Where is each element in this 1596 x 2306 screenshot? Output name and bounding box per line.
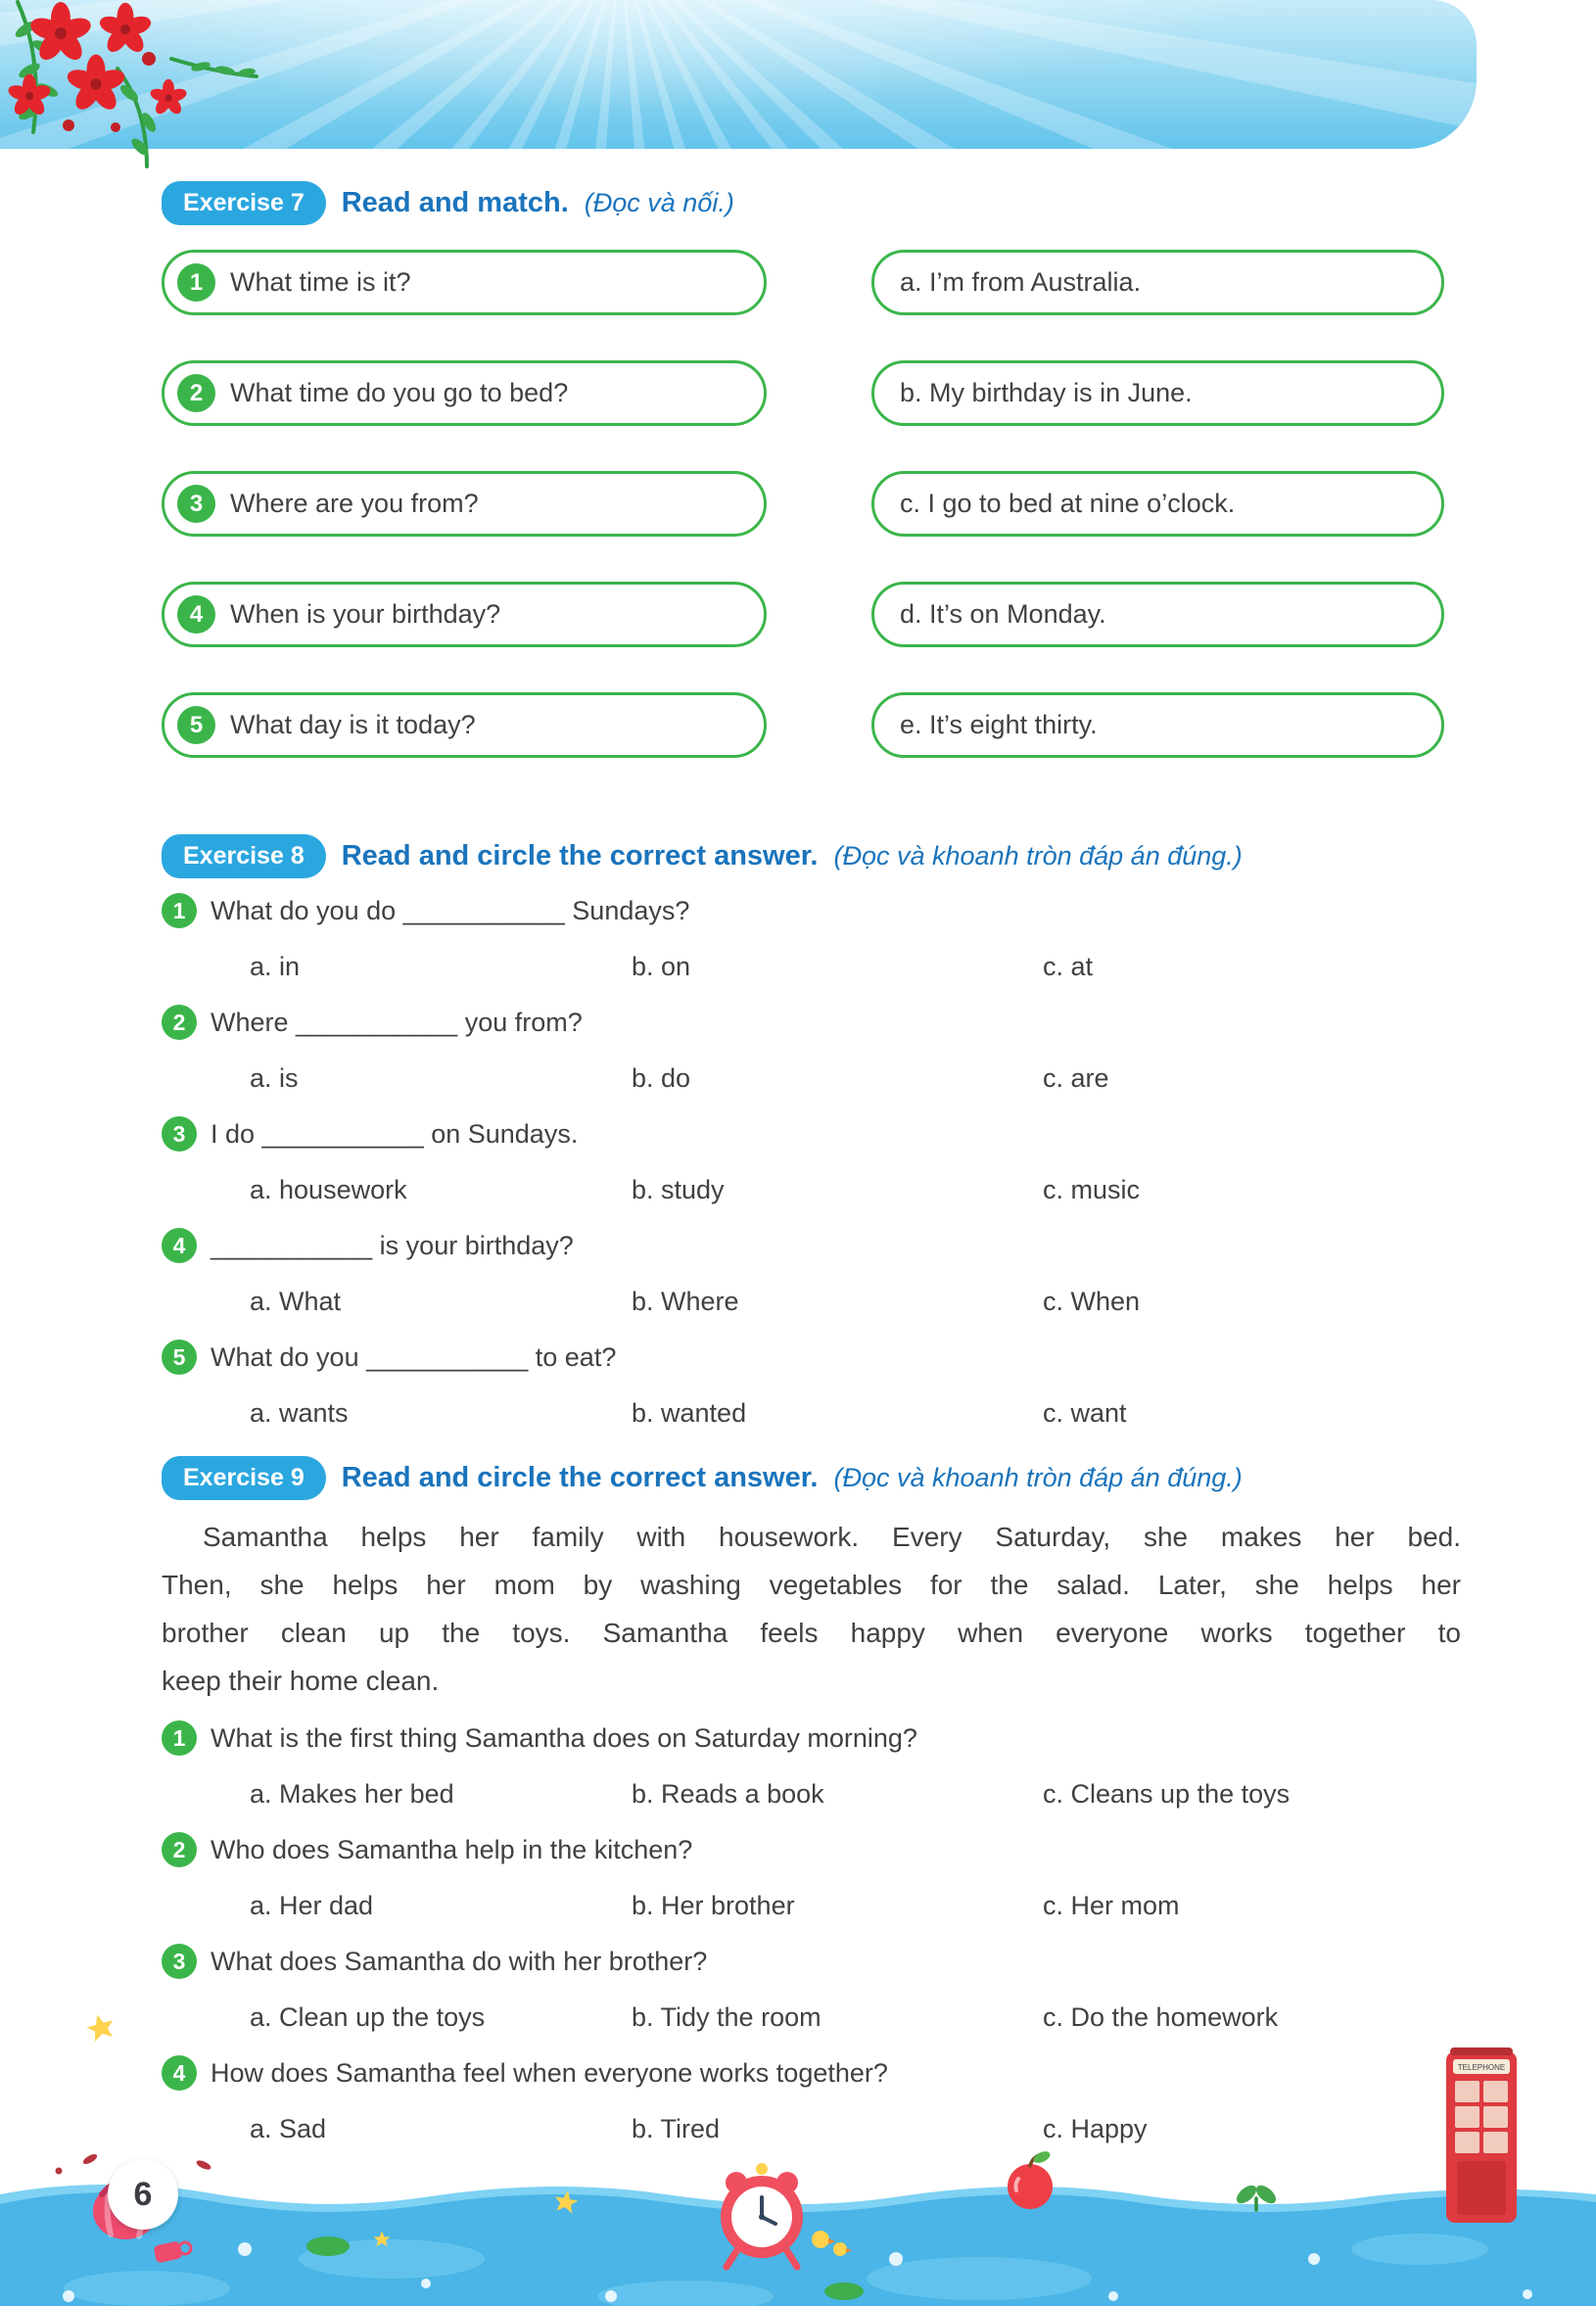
option-b: b. Her brother bbox=[632, 1890, 795, 1920]
match-answer-text: d. It’s on Monday. bbox=[900, 599, 1106, 629]
question-number: 1 bbox=[162, 893, 197, 928]
question-number: 2 bbox=[162, 1832, 197, 1867]
flower-decoration bbox=[0, 0, 264, 181]
match-answer-d bbox=[871, 582, 1444, 647]
option-b: b. Where bbox=[632, 1286, 739, 1316]
ex8-question-4 bbox=[162, 1226, 1461, 1321]
option-c: c. music bbox=[1043, 1174, 1141, 1204]
passage-line: brother clean up the toys. Samantha feels happy when everyone works together to bbox=[162, 1618, 1461, 1648]
option-b: b. Reads a book bbox=[632, 1778, 824, 1809]
question-text: I do ___________ on Sundays. bbox=[211, 1118, 579, 1149]
match-answer-text: b. My birthday is in June. bbox=[900, 378, 1193, 407]
match-question-1 bbox=[162, 250, 767, 315]
question-number: 4 bbox=[162, 1228, 197, 1263]
option-a: a. Clean up the toys bbox=[250, 2001, 486, 2032]
question-text: How does Samantha feel when everyone works together? bbox=[211, 2057, 888, 2088]
phone-booth-icon bbox=[1446, 2047, 1517, 2223]
exercise-9-subtitle: (Đọc và khoanh tròn đáp án đúng.) bbox=[833, 1462, 1243, 1492]
exercise-8-title: Read and circle the correct answer. bbox=[341, 839, 819, 871]
exercise-7-section bbox=[162, 181, 1461, 758]
exercise-8-header bbox=[162, 834, 1461, 877]
ex9-question-2 bbox=[162, 1830, 1461, 1925]
match-answer-c bbox=[871, 471, 1444, 537]
match-question-text: What time do you go to bed? bbox=[230, 378, 569, 407]
option-c: c. Cleans up the toys bbox=[1043, 1778, 1291, 1809]
passage-line: Then, she helps her mom by washing vegetables for the salad. Later, she helps her bbox=[162, 1570, 1461, 1600]
option-b: b. study bbox=[632, 1174, 725, 1204]
option-a: a. in bbox=[250, 951, 301, 981]
exercise-9-title: Read and circle the correct answer. bbox=[341, 1461, 819, 1493]
match-number: 1 bbox=[177, 263, 215, 302]
apple-icon bbox=[1008, 2149, 1053, 2209]
question-text: ___________ is your birthday? bbox=[211, 1230, 574, 1260]
ex9-question-1 bbox=[162, 1718, 1461, 1813]
phone-booth-label: TELEPHONE bbox=[1457, 2063, 1506, 2072]
question-text: What do you ___________ to eat? bbox=[211, 1341, 617, 1372]
exercise-9-badge: Exercise 9 bbox=[162, 1456, 326, 1500]
option-b: b. Tidy the room bbox=[632, 2001, 821, 2032]
question-number: 5 bbox=[162, 1340, 197, 1375]
question-number: 3 bbox=[162, 1116, 197, 1152]
reading-passage bbox=[162, 1513, 1461, 1705]
match-answer-text: c. I go to bed at nine o’clock. bbox=[900, 489, 1236, 518]
option-a: a. is bbox=[250, 1062, 299, 1093]
match-question-text: When is your birthday? bbox=[230, 599, 501, 629]
match-answer-text: a. I’m from Australia. bbox=[900, 267, 1142, 297]
question-number: 3 bbox=[162, 1944, 197, 1979]
exercise-8-subtitle: (Đọc và khoanh tròn đáp án đúng.) bbox=[833, 840, 1243, 871]
ex8-question-5 bbox=[162, 1338, 1461, 1433]
question-text: Who does Samantha help in the kitchen? bbox=[211, 1834, 693, 1864]
option-a: a. Her dad bbox=[250, 1890, 374, 1920]
option-a: a. wants bbox=[250, 1397, 349, 1428]
option-c: c. Her mom bbox=[1043, 1890, 1180, 1920]
option-c: c. Happy bbox=[1043, 2113, 1148, 2143]
option-a: a. Sad bbox=[250, 2113, 327, 2143]
question-number: 1 bbox=[162, 1720, 197, 1756]
match-number: 4 bbox=[177, 595, 215, 634]
option-a: a. Makes her bed bbox=[250, 1778, 454, 1809]
option-b: b. Tired bbox=[632, 2113, 721, 2143]
exercise-8-badge: Exercise 8 bbox=[162, 834, 326, 878]
match-question-text: What time is it? bbox=[230, 267, 411, 297]
match-answer-a bbox=[871, 250, 1444, 315]
match-answer-e bbox=[871, 692, 1444, 758]
option-b: b. do bbox=[632, 1062, 691, 1093]
option-c: c. are bbox=[1043, 1062, 1109, 1093]
exercise-7-header bbox=[162, 181, 1461, 224]
exercise-8-section bbox=[162, 834, 1461, 1449]
match-question-3 bbox=[162, 471, 767, 537]
match-grid bbox=[162, 250, 1461, 758]
question-text: What does Samantha do with her brother? bbox=[211, 1946, 708, 1976]
option-b: b. on bbox=[632, 951, 691, 981]
match-question-5 bbox=[162, 692, 767, 758]
exercise-7-badge: Exercise 7 bbox=[162, 181, 326, 225]
match-question-text: What day is it today? bbox=[230, 710, 476, 739]
match-number: 2 bbox=[177, 374, 215, 412]
ex8-question-2 bbox=[162, 1003, 1461, 1098]
alarm-clock-icon bbox=[721, 2163, 803, 2267]
ex8-question-3 bbox=[162, 1114, 1461, 1209]
footer-decoration bbox=[0, 2002, 1596, 2306]
option-c: c. want bbox=[1043, 1397, 1127, 1428]
match-number: 3 bbox=[177, 485, 215, 523]
match-question-2 bbox=[162, 360, 767, 426]
option-b: b. wanted bbox=[632, 1397, 747, 1428]
match-number: 5 bbox=[177, 706, 215, 744]
ex8-question-1 bbox=[162, 891, 1461, 986]
page-number: 6 bbox=[108, 2159, 178, 2230]
match-question-text: Where are you from? bbox=[230, 489, 479, 518]
option-a: a. What bbox=[250, 1286, 342, 1316]
question-text: Where ___________ you from? bbox=[211, 1007, 583, 1037]
question-number: 4 bbox=[162, 2055, 197, 2091]
option-a: a. housework bbox=[250, 1174, 407, 1204]
question-text: What do you do ___________ Sundays? bbox=[211, 895, 690, 925]
option-c: c. Do the homework bbox=[1043, 2001, 1279, 2032]
question-text: What is the first thing Samantha does on Saturday morning? bbox=[211, 1722, 917, 1753]
option-c: c. When bbox=[1043, 1286, 1141, 1316]
option-c: c. at bbox=[1043, 951, 1094, 981]
exercise-7-subtitle: (Đọc và nối.) bbox=[584, 187, 734, 217]
match-answer-text: e. It’s eight thirty. bbox=[900, 710, 1098, 739]
match-question-4 bbox=[162, 582, 767, 647]
passage-line: Samantha helps her family with housework. Every Saturday, she makes her bed. bbox=[203, 1522, 1461, 1552]
exercise-7-title: Read and match. bbox=[341, 186, 569, 218]
question-number: 2 bbox=[162, 1005, 197, 1040]
exercise-9-header bbox=[162, 1456, 1461, 1499]
passage-line: keep their home clean. bbox=[162, 1666, 440, 1696]
match-answer-b bbox=[871, 360, 1444, 426]
